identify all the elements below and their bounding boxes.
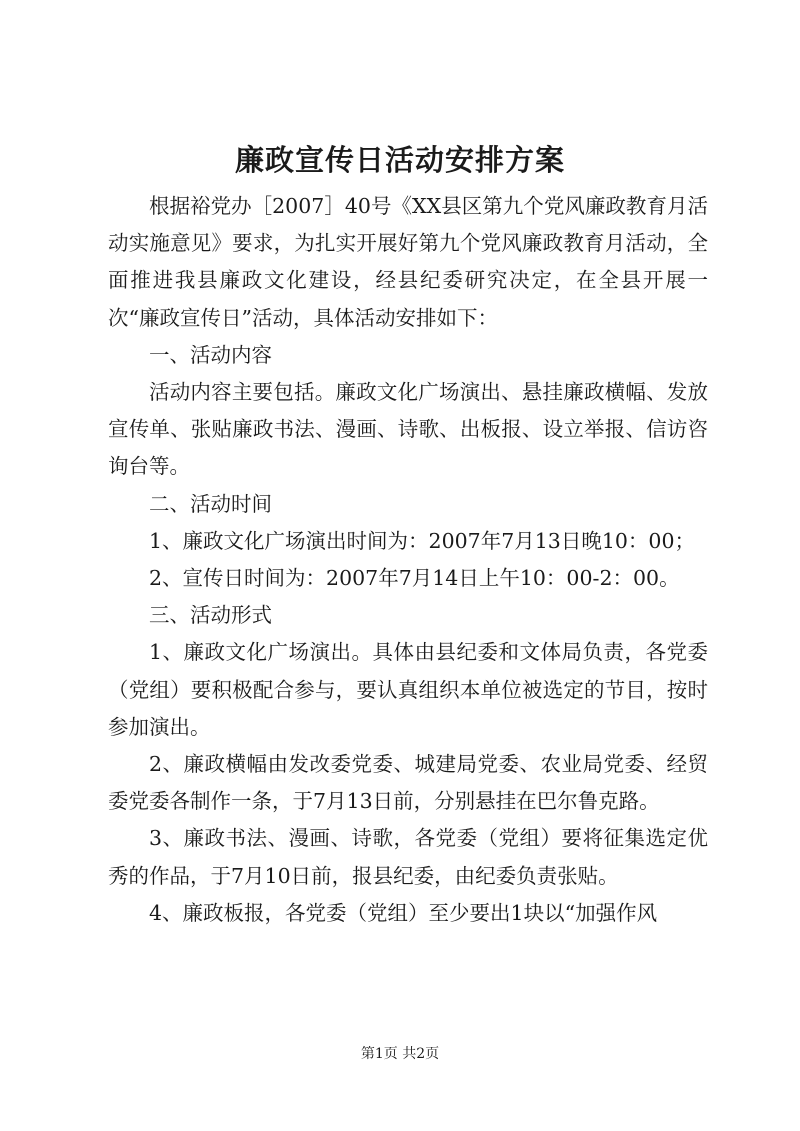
- time-item-1: 1、廉政文化广场演出时间为：2007年7月13日晚10：00；: [149, 528, 696, 553]
- form-item-2: 2、廉政横幅由发改委党委、城建局党委、农业局党委、经贸委党委各制作一条，于7月13日前，分别悬挂在巴尔鲁克路。: [108, 752, 708, 814]
- content-paragraph: 活动内容主要包括。廉政文化广场演出、悬挂廉政横幅、发放宣传单、张贴廉政书法、漫画、诗歌、出板报、设立举报、信访咨询台等。: [108, 380, 708, 479]
- section-heading-content: 一、活动内容: [149, 342, 272, 367]
- intro-paragraph: 根据裕党办［2007］40号《XX县区第九个党风廉政教育月活动实施意见》要求，为扎实开展好第九个党风廉政教育月活动，全面推进我县廉政文化建设，经县纪委研究决定，在全县开展一次“廉政宣传日”活动，具体活动安排如下：: [108, 194, 708, 330]
- form-item-3: 3、廉政书法、漫画、诗歌，各党委（党组）要将征集选定优秀的作品，于7月10日前，报县纪委，由纪委负责张贴。: [108, 826, 708, 888]
- page-footer: 第1页 共2页: [360, 1046, 440, 1062]
- time-item-2: 2、宣传日时间为：2007年7月14日上午10：00-2：00。: [149, 566, 680, 591]
- form-item-4: 4、廉政板报，各党委（党组）至少要出1块以“加强作风: [149, 900, 658, 925]
- section-heading-form: 三、活动形式: [149, 603, 272, 628]
- form-item-1: 1、廉政文化广场演出。具体由县纪委和文体局负责，各党委（党组）要积极配合参与，要认真组织本单位被选定的节目，按时参加演出。: [108, 640, 708, 739]
- section-heading-time: 二、活动时间: [149, 491, 272, 516]
- document-title: 廉政宣传日活动安排方案: [234, 143, 565, 177]
- document-body: [108, 188, 708, 932]
